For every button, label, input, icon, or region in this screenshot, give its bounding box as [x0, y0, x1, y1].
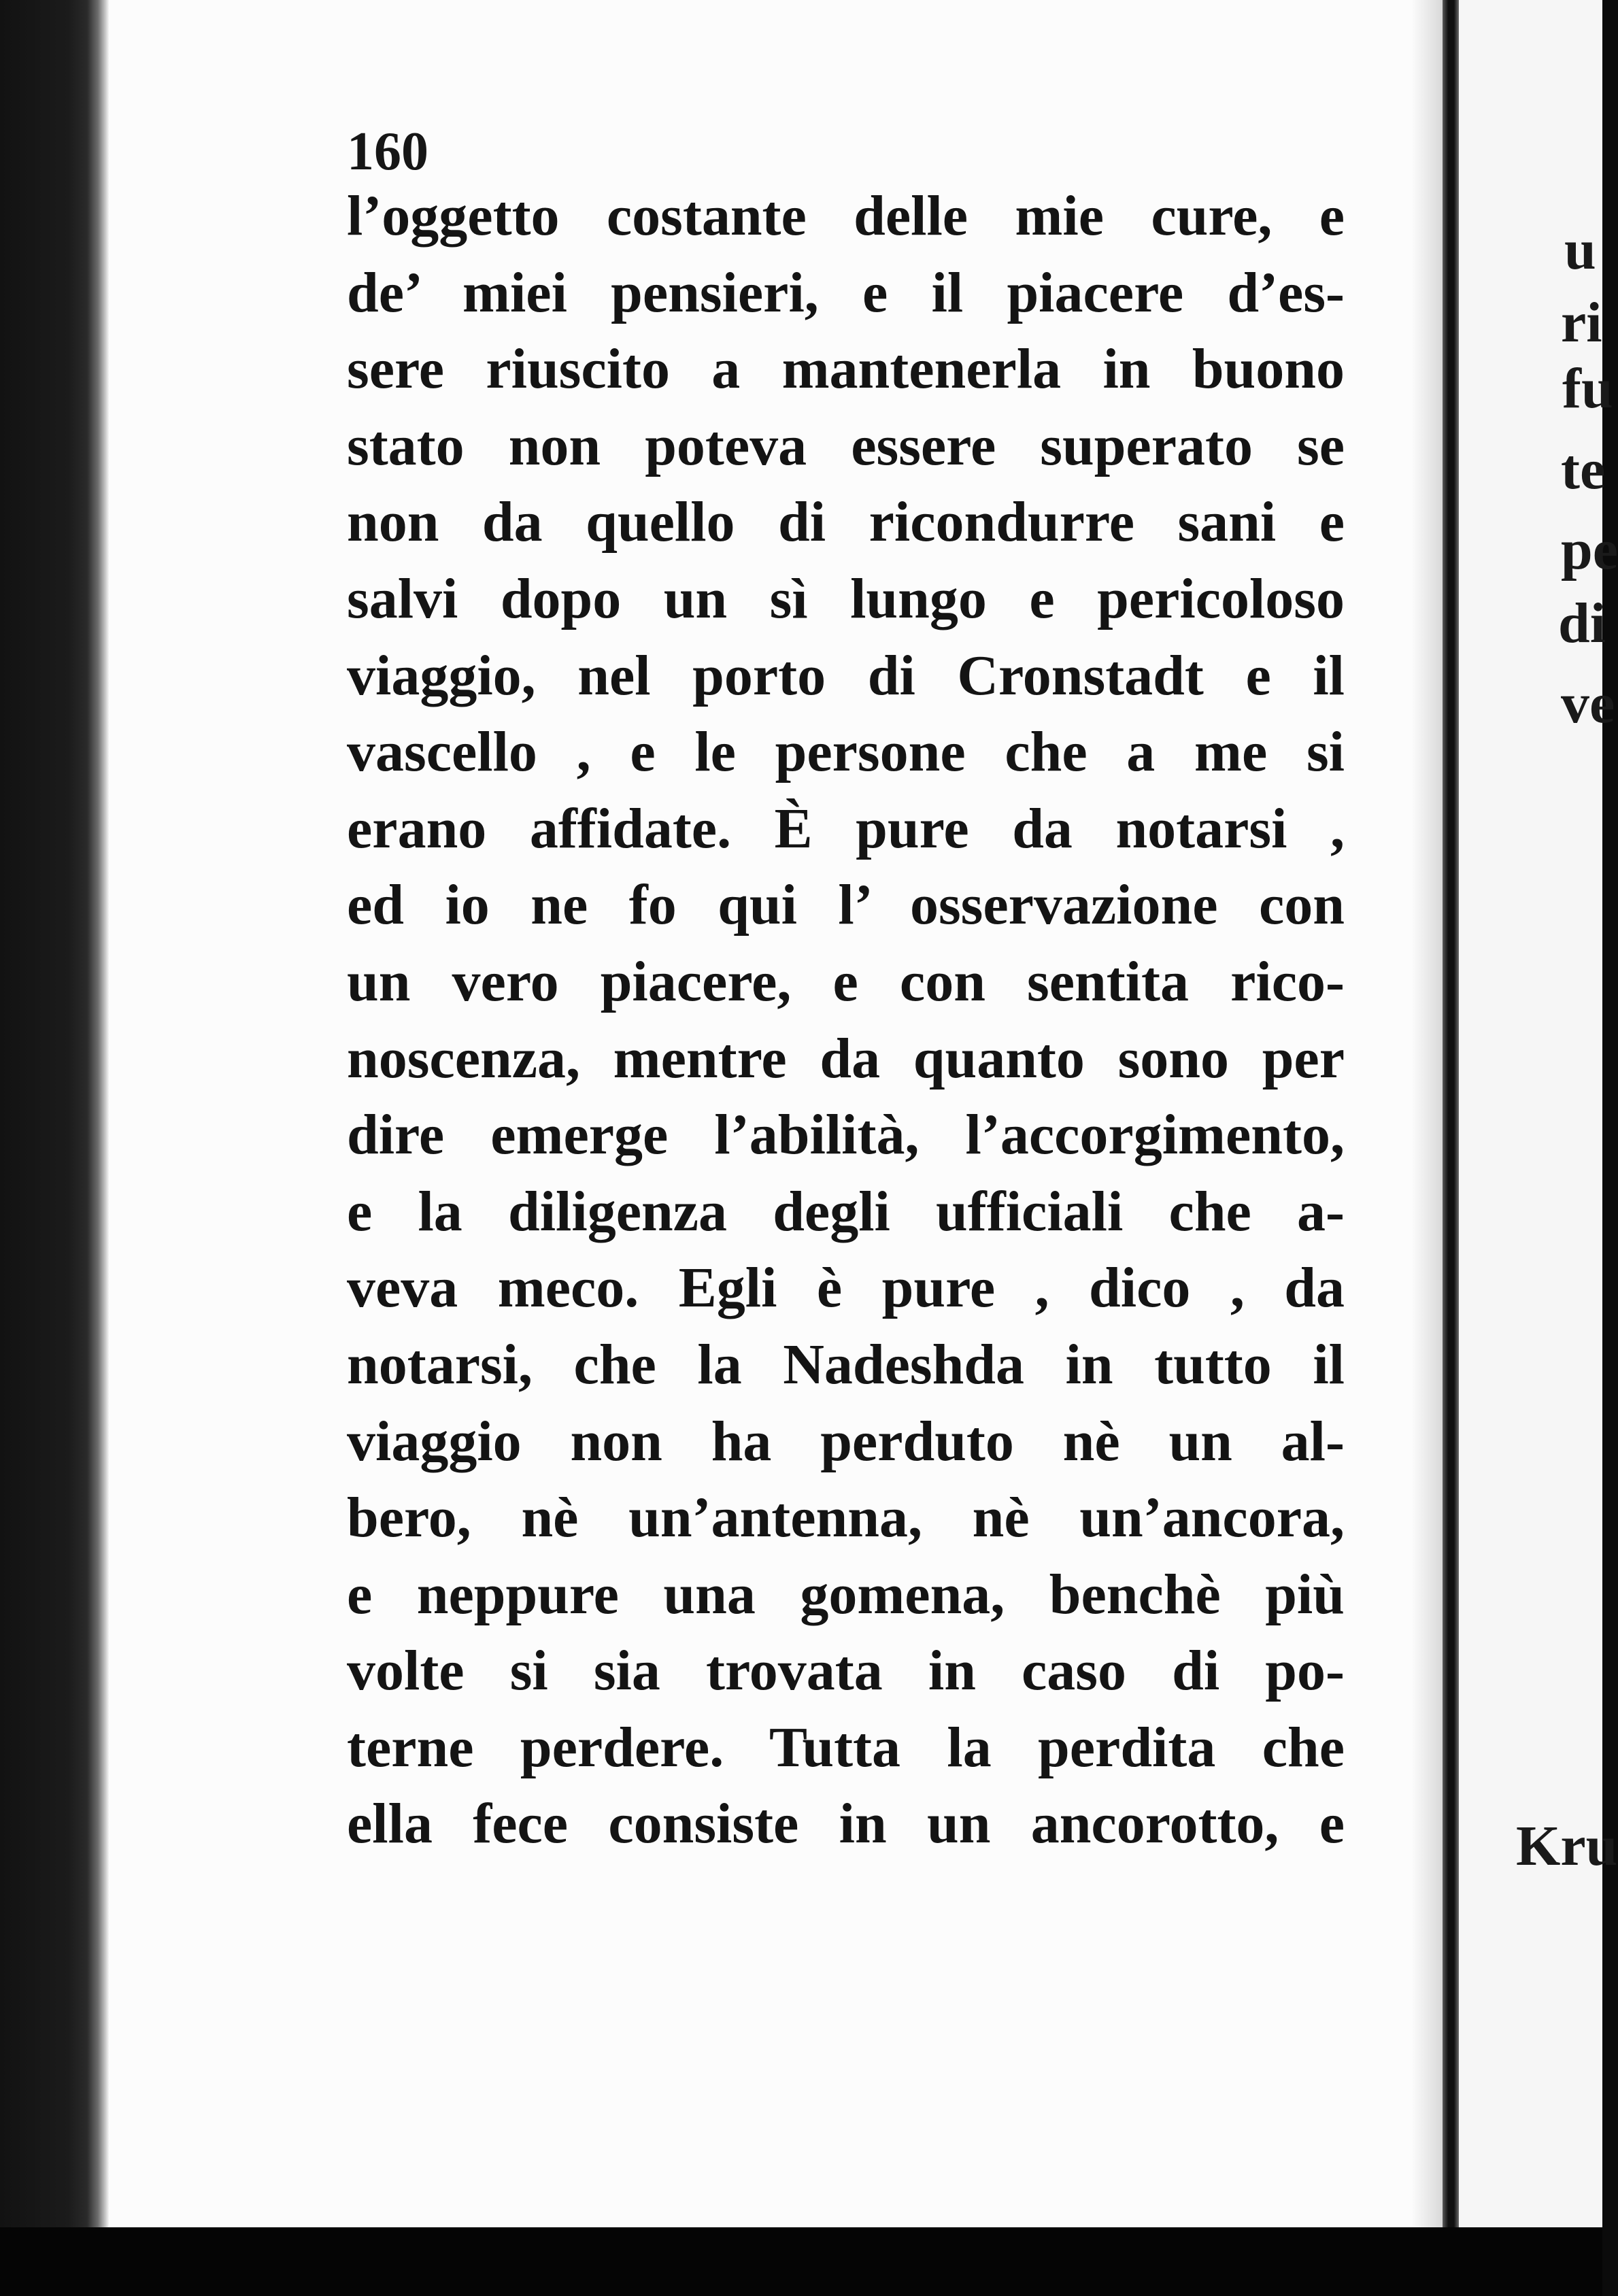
text-line: vascello , e le persone che a me si: [347, 720, 1345, 784]
text-block: [347, 178, 1345, 1863]
text-line: viaggio non ha perduto nè un al-: [347, 1409, 1345, 1473]
facing-page-fragment: te: [1561, 438, 1606, 501]
text-line: dire emerge l’abilità, l’accorgimento,: [347, 1103, 1345, 1167]
text-line: noscenza, mentre da quanto sono per: [347, 1026, 1345, 1090]
text-line: l’oggetto costante delle mie cure, e: [347, 184, 1345, 248]
text-line: terne perdere. Tutta la perdita che: [347, 1715, 1345, 1779]
text-line: viaggio, nel porto di Cronstadt e il: [347, 643, 1345, 707]
text-line: e la diligenza degli ufficiali che a-: [347, 1179, 1345, 1243]
facing-page-fragment: ve: [1561, 672, 1615, 735]
page-edge-shadow: [1411, 0, 1443, 2227]
text-line: stato non poteva essere superato se: [347, 413, 1345, 477]
text-line: non da quello di ricondurre sani e: [347, 490, 1345, 554]
text-line: veva meco. Egli è pure , dico , da: [347, 1256, 1345, 1320]
text-line: ella fece consiste in un ancorotto, e: [347, 1792, 1345, 1856]
text-line: de’ miei pensieri, e il piacere d’es-: [347, 260, 1345, 324]
text-line: notarsi, che la Nadeshda in tutto il: [347, 1332, 1345, 1396]
text-line: sere riuscito a mantenerla in buono: [347, 337, 1345, 401]
facing-page-fragment: pe: [1561, 518, 1618, 581]
text-line: erano affidate. È pure da notarsi ,: [347, 796, 1345, 860]
text-line: salvi dopo un sì lungo e pericoloso: [347, 567, 1345, 630]
facing-page-fragment: di: [1558, 592, 1606, 655]
text-line: e neppure una gomena, benchè più: [347, 1562, 1345, 1626]
page-number: 160: [347, 122, 428, 182]
scan-bottom-border: [0, 2227, 1602, 2296]
facing-page-fragment: ri: [1561, 291, 1602, 354]
text-line: ed io ne fo qui l’ osservazione con: [347, 873, 1345, 937]
binding-edge: [0, 0, 109, 2296]
text-line: bero, nè un’antenna, nè un’ancora,: [347, 1486, 1345, 1550]
gutter: [1443, 0, 1459, 2238]
facing-page-fragment: Kru: [1516, 1814, 1618, 1878]
facing-page-fragment: u: [1564, 218, 1596, 282]
text-line: un vero piacere, e con sentita rico-: [347, 949, 1345, 1013]
scanned-page: [109, 0, 1443, 2227]
text-line: volte si sia trovata in caso di po-: [347, 1639, 1345, 1703]
facing-page-fragment: fu: [1562, 357, 1613, 420]
facing-page: [1459, 0, 1618, 2231]
